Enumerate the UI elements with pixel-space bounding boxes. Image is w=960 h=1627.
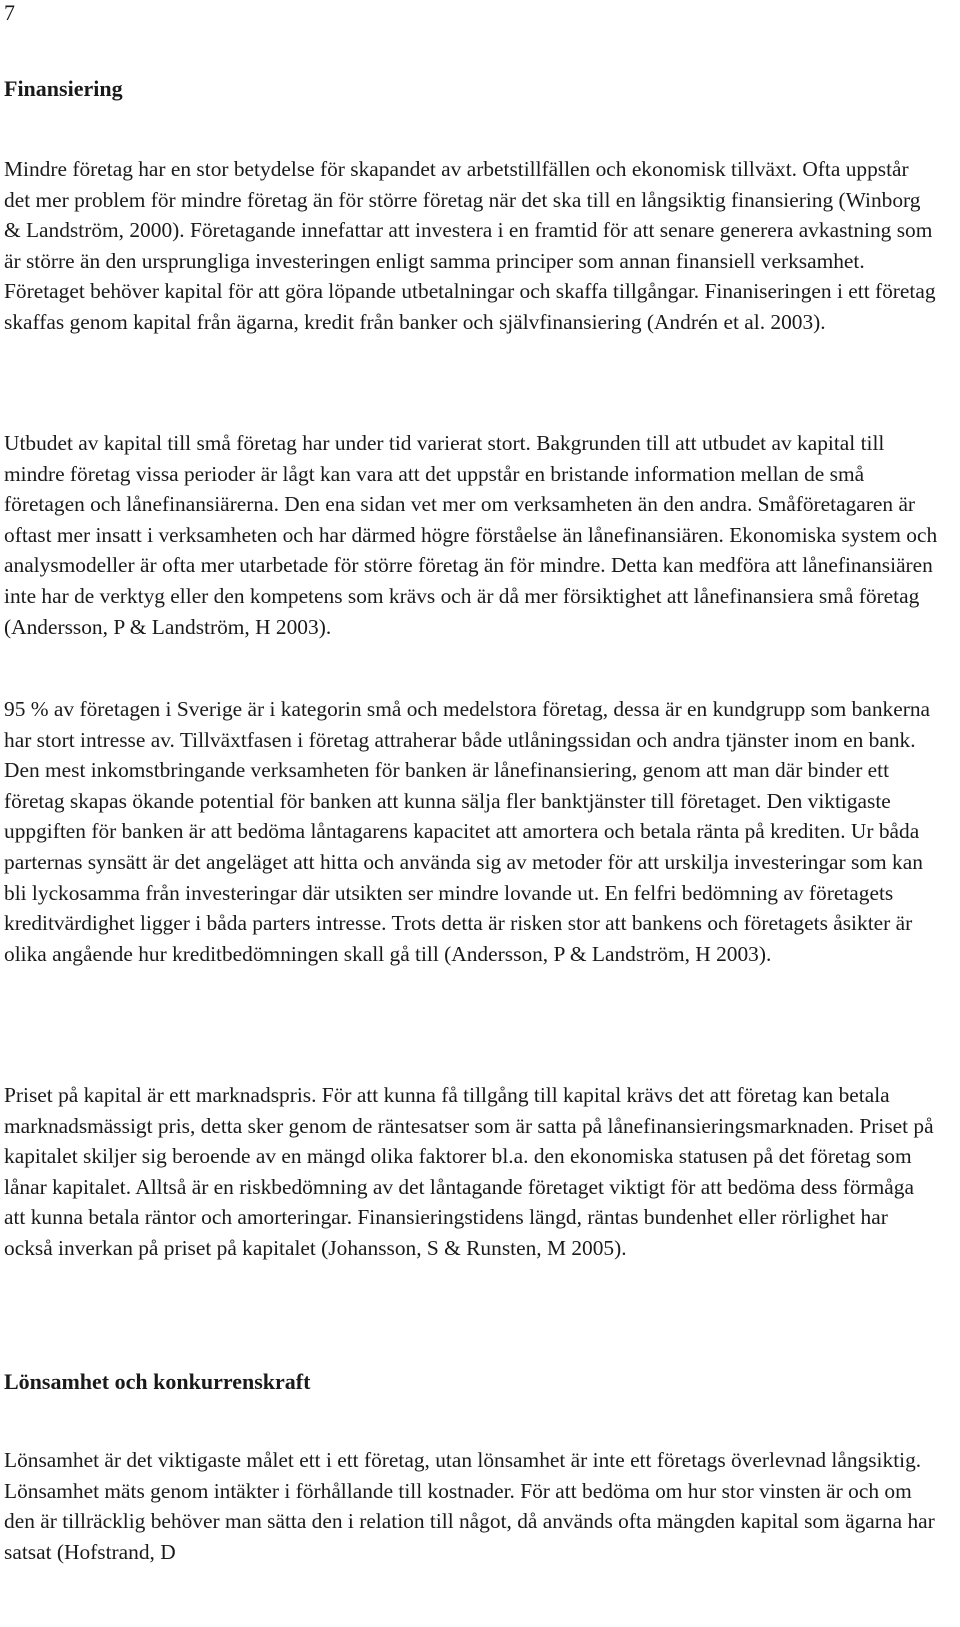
paragraph: Lönsamhet är det viktigaste målet ett i ett företag, utan lönsamhet är inte ett företags överlevnad långsiktig. Lönsamhet mäts genom intäkter i förhållande till kostnader. För att bedöma om hur stor vinsten är och om den är tillräcklig behöver man sätta den i relation till något, då används ofta mängden kapital som ägarna har satsat (Hofstrand, D [4, 1448, 935, 1564]
section-heading-lonsamhet: Lönsamhet och konkurrenskraft [4, 1369, 311, 1394]
paragraph: Mindre företag har en stor betydelse för skapandet av arbetstillfällen och ekonomisk tillväxt. Ofta uppstår det mer problem för mindre företag än för större företag när det ska till en långsiktig finansiering (Winborg & Landström, 2000). Företagande innefattar att investera i en framtid för att senare generera avkastning som är större än den ursprungliga investeringen enligt samma principer som annan finansiell verksamhet. Företaget behöver kapital för att göra löpande utbetalningar och skaffa tillgångar. Finaniseringen i ett företag skaffas genom kapital från ägarna, kredit från banker och självfinansiering (Andrén et al. 2003). [4, 157, 936, 334]
paragraph: Utbudet av kapital till små företag har under tid varierat stort. Bakgrunden till att utbudet av kapital till mindre företag vissa perioder är lågt kan vara att det uppstår en bristande information mellan de små företagen och lånefinansiärerna. Den ena sidan vet mer om verksamheten än den andra. Småföretagaren är oftast mer insatt i verksamheten och har därmed högre förståelse än lånefinansiären. Ekonomiska system och analysmodeller är ofta mer utarbetade för större företag än för mindre. Detta kan medföra att lånefinansiären inte har de verktyg eller den kompetens som krävs och är då mer försiktighet att lånefinansiera små företag (Andersson, P & Landström, H 2003). [4, 431, 938, 639]
page-number: 7 [4, 0, 15, 25]
paragraph: Priset på kapital är ett marknadspris. För att kunna få tillgång till kapital krävs det att företag kan betala marknadsmässigt pris, detta sker genom de räntesatser som är satta på lånefinansieringsmarknaden. Priset på kapitalet skiljer sig beroende av en mängd olika faktorer bl.a. den ekonomiska statusen på det företag som lånar kapitalet. Alltså är en riskbedömning av det låntagande företaget viktigt för att bedöma dess förmåga att kunna betala räntor och amorteringar. Finansieringstidens längd, räntas bundenhet eller rörlighet har också inverkan på priset på kapitalet (Johansson, S & Runsten, M 2005). [4, 1083, 934, 1260]
paragraph: 95 % av företagen i Sverige är i kategorin små och medelstora företag, dessa är en kundgrupp som bankerna har stort intresse av. Tillväxtfasen i företag attraherar både utlåningssidan och andra tjänster inom en bank. Den mest inkomstbringande verksamheten för banken är lånefinansiering, genom att man där binder ett företag skapas ökande potential för banken att kunna sälja fler banktjänster till företaget. Den viktigaste uppgiften för banken är att bedöma låntagarens kapacitet att amortera och betala ränta på krediten. Ur båda parternas synsätt är det angeläget att hitta och använda sig av metoder för att urskilja investeringar som kan bli lyckosamma från investeringar där utsikten ser mindre lovande ut. En felfri bedömning av företagets kreditvärdighet ligger i båda parters intresse. Trots detta är risken stor att bankens och företagets åsikter är olika angående hur kreditbedömningen skall gå till (Andersson, P & Landström, H 2003). [4, 697, 931, 966]
section-heading-finansiering: Finansiering [4, 76, 123, 101]
